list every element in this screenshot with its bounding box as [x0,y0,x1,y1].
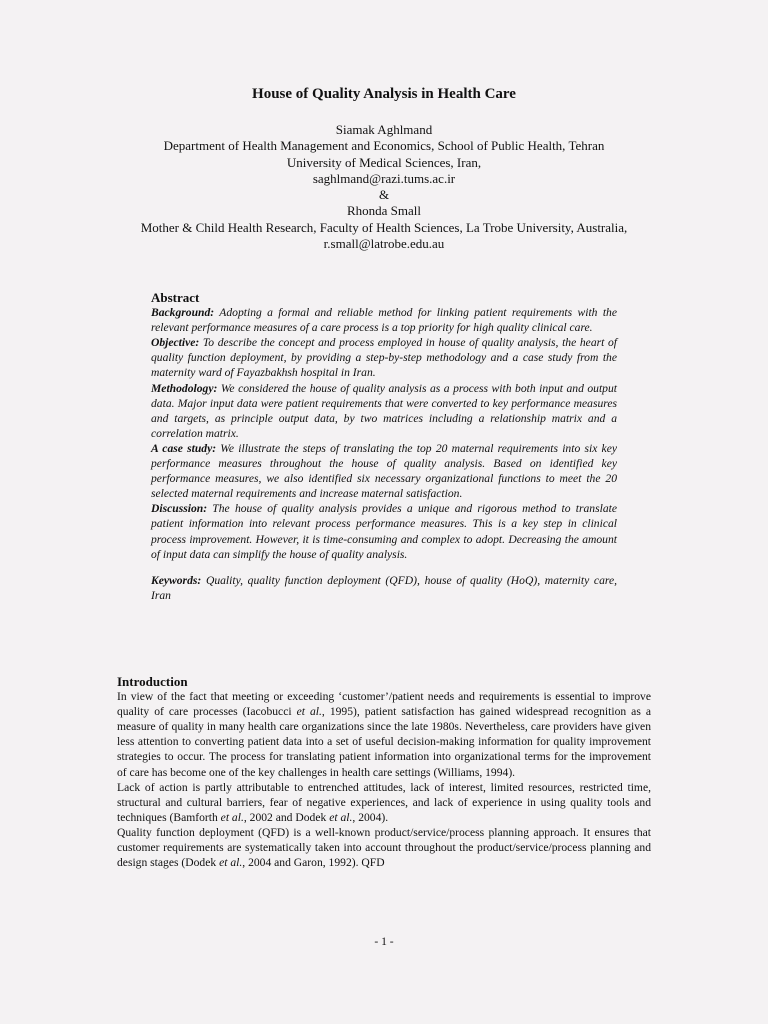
author2-name: Rhonda Small [346,203,422,219]
objective-label: Objective: [151,336,200,350]
paper-title: House of Quality Analysis in Health Care [252,86,516,102]
abstract-case-study [151,441,617,501]
intro-p3-text-b: , 2004 and Garon, 1992). QFD [242,856,385,870]
author1-affiliation-line1: Department of Health Management and Economics, School of Public Health, Tehran [163,138,605,154]
methodology-label: Methodology: [151,381,218,395]
keywords-label: Keywords: [151,573,202,587]
intro-p1-text-b: , 1995), patient satisfaction has gained widespread recognition as a measure of quality in many health care organizations since the late 1980s. Nevertheless, care providers have given less attention to converting patient data into a set of useful decision-making information for quality improvement strategies to occur. The process for translating patient information into organizational terms for the improvement of care has become one of the key challenges in health care settings (Williams, 1994). [117,705,652,779]
abstract-heading: Abstract [151,290,200,305]
intro-p3-text-a: Quality function deployment (QFD) is a well-known product/service/process planning approach. It ensures that customer requirements are systematically taken into account throughout the product/service/process planning and design stages (Dodek [117,825,651,870]
intro-p1-etal: et al. [296,705,322,719]
introduction-section [117,674,651,870]
case-study-label: A case study: [151,441,217,455]
author1-affiliation-line2: University of Medical Sciences, Iran, [286,154,482,170]
intro-p2-text-b: , 2002 and Dodek [243,810,330,824]
intro-p2-text-c: , 2004). [352,810,389,824]
page-number: - 1 - [374,935,394,948]
discussion-text: The house of quality analysis provides a unique and rigorous method to translate patient information into relevant process performance measures. This is a key step in clinical process improvement. However, it is time-consuming and complex to adopt. Decreasing the amount of input data can simplify the house of quality analysis. [151,502,617,561]
introduction-paragraph-3 [117,825,651,870]
methodology-text: We considered the house of quality analysis as a process with both input and output data. Major input data were patient requirements that were converted to key performance measures and targets, as principle output data, by two matrices including a relationship matrix and a correlation matrix. [151,381,617,440]
introduction-heading: Introduction [117,674,188,689]
abstract-background [151,305,617,335]
author1-email: saghlmand@razi.tums.ac.ir [312,170,456,186]
intro-p1-text-a: In view of the fact that meeting or exceeding ‘customer’/patient needs and requirements is essential to improve quality of care processes (Iacobucci [117,690,651,719]
abstract-section [151,290,617,603]
intro-p2-etal-2: et al. [329,810,353,824]
background-label: Background: [151,306,215,320]
introduction-paragraph-2 [117,780,651,825]
intro-p3-etal: et al. [219,856,243,870]
author1-name: Siamak Aghlmand [335,122,433,137]
abstract-objective [151,335,617,380]
keywords-text: Quality, quality function deployment (QFD), house of quality (HoQ), maternity care, Iran [151,573,617,602]
abstract-methodology [151,381,617,441]
discussion-label: Discussion: [151,502,208,516]
case-study-text: We illustrate the steps of translating the top 20 maternal requirements into six key performance measures throughout the house of quality analysis. Based on identified key performance measures, we also identified six necessary organizational functions to meet the 20 selected maternal requirements and increase maternal satisfaction. [151,441,617,501]
author2-affiliation: Mother & Child Health Research, Faculty of Health Sciences, La Trobe University, Australia, [140,219,628,235]
intro-p2-etal-1: et al. [220,810,244,824]
background-text: Adopting a formal and reliable method for linking patient requirements with the relevant performance measures of a care process is a top priority for high quality clinical care. [151,306,617,335]
introduction-paragraph-1 [117,689,651,780]
objective-text: To describe the concept and process employed in house of quality analysis, the heart of quality function deployment, by providing a step-by-step methodology and a case study from the maternity ward of Fayazbakhsh hospital in Iran. [151,336,617,380]
author-block [100,122,668,252]
intro-p2-text-a: Lack of action is partly attributable to entrenched attitudes, lack of interest, limited resources, restricted time, structural and cultural barriers, fear of negative experiences, and lack of experience in using quality tools and techniques (Bamforth [117,780,651,824]
author-separator: & [378,187,390,203]
abstract-keywords [151,573,617,603]
abstract-discussion [151,501,617,561]
author2-email: r.small@latrobe.edu.au [323,236,445,252]
